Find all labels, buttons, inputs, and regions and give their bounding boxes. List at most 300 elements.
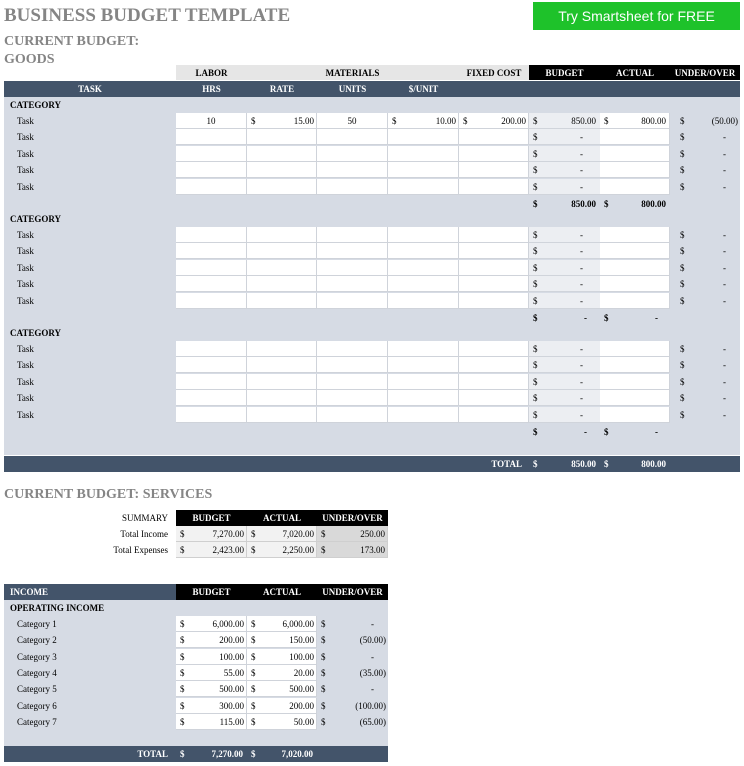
goods-total-actual: 800.00: [641, 459, 666, 469]
currency-symbol: $: [180, 716, 185, 727]
rate-input-cell[interactable]: [247, 357, 317, 373]
budget-cell: [529, 179, 600, 195]
goods-heading-line2: GOODS: [4, 52, 55, 67]
hrs-input-cell[interactable]: [176, 293, 247, 309]
budget-cell: [529, 162, 600, 178]
summary-actual-cell: [247, 542, 317, 558]
income-budget-value: 500.00: [219, 684, 244, 695]
income-budget-input-cell[interactable]: [176, 649, 247, 665]
income-budget-value: 200.00: [219, 635, 244, 646]
actual-input-cell[interactable]: [600, 179, 670, 195]
rate-input-cell[interactable]: [247, 390, 317, 406]
income-budget-value: 55.00: [223, 667, 244, 678]
budget-value: -: [580, 181, 583, 192]
under-over-value: -: [723, 344, 726, 354]
currency-symbol: $: [680, 409, 685, 420]
income-actual-header: ACTUAL: [247, 584, 317, 600]
actual-input-cell[interactable]: [600, 341, 670, 357]
budget-value: -: [580, 279, 583, 290]
task-label: Task: [17, 132, 34, 143]
currency-symbol: $: [533, 344, 538, 354]
rate-input-cell[interactable]: [247, 162, 317, 178]
fixed-input-cell[interactable]: [459, 407, 529, 423]
subtotal-actual: -: [655, 427, 658, 437]
income-under-over-value: (35.00): [359, 667, 386, 678]
currency-symbol: $: [680, 344, 685, 354]
currency-symbol: $: [321, 651, 326, 662]
budget-cell: [529, 243, 600, 259]
income-budget-value: 115.00: [219, 716, 244, 727]
fixed-value: 200.00: [501, 116, 526, 126]
budget-value: 850.00: [571, 116, 596, 126]
budget-cell: [529, 129, 600, 145]
budget-cell: [529, 276, 600, 292]
per_unit-input-cell[interactable]: [388, 113, 459, 129]
subtotal-budget: -: [584, 313, 587, 323]
currency-symbol: $: [251, 619, 256, 629]
task-label: Task: [17, 360, 34, 371]
income-budget-input-cell[interactable]: [176, 632, 247, 648]
summary-under-over-header: UNDER/OVER: [317, 510, 388, 526]
per_unit-input-cell[interactable]: [388, 179, 459, 195]
per-unit-column-header: $/UNIT: [408, 84, 439, 94]
fixed-input-cell[interactable]: [459, 113, 529, 129]
budget-cell: [529, 341, 600, 357]
income-total-budget: 7,270.00: [211, 749, 243, 759]
currency-symbol: $: [533, 313, 538, 323]
income-actual-input-cell[interactable]: [247, 681, 317, 697]
hrs-value: 10: [206, 116, 216, 126]
task-label: Task: [17, 279, 34, 290]
income-budget-input-cell[interactable]: [176, 714, 247, 730]
income-category-label: Category 2: [17, 635, 57, 646]
hrs-input-cell[interactable]: [176, 374, 247, 390]
currency-symbol: $: [321, 716, 326, 727]
hrs-input-cell[interactable]: [176, 179, 247, 195]
currency-symbol: $: [680, 376, 685, 387]
currency-symbol: $: [180, 684, 185, 695]
currency-symbol: $: [533, 360, 538, 371]
budget-value: -: [580, 376, 583, 387]
income-under-over-header: UNDER/OVER: [317, 584, 388, 600]
hrs-input-cell[interactable]: [176, 113, 247, 129]
units-input-cell[interactable]: [317, 374, 388, 390]
fixed-input-cell[interactable]: [459, 341, 529, 357]
currency-symbol: $: [180, 545, 185, 555]
summary-under_over-value: 250.00: [360, 529, 385, 539]
budget-cell: [529, 390, 600, 406]
hrs-column-header: HRS: [202, 84, 221, 94]
actual-input-cell[interactable]: [600, 113, 670, 129]
actual-value: 800.00: [641, 116, 666, 126]
under-over-value: -: [723, 262, 726, 273]
income-under-over-value: (65.00): [359, 716, 386, 727]
currency-symbol: $: [533, 409, 538, 420]
rate-input-cell[interactable]: [247, 341, 317, 357]
currency-symbol: $: [392, 116, 397, 126]
category-label: CATEGORY: [10, 328, 62, 338]
budget-header: BUDGET: [529, 65, 600, 80]
units-input-cell[interactable]: [317, 276, 388, 292]
currency-symbol: $: [251, 716, 256, 727]
actual-input-cell[interactable]: [600, 390, 670, 406]
currency-symbol: $: [321, 545, 326, 555]
rate-input-cell[interactable]: [247, 243, 317, 259]
currency-symbol: $: [533, 262, 538, 273]
budget-value: -: [580, 132, 583, 143]
goods-total-actual-currency: $: [604, 459, 609, 469]
per_unit-input-cell[interactable]: [388, 162, 459, 178]
rate-input-cell[interactable]: [247, 146, 317, 162]
income-category-label: Category 7: [17, 716, 57, 727]
currency-symbol: $: [180, 619, 185, 629]
task-label: Task: [17, 376, 34, 387]
hrs-input-cell[interactable]: [176, 260, 247, 276]
per_unit-input-cell[interactable]: [388, 390, 459, 406]
currency-symbol: $: [533, 393, 538, 404]
income-category-label: Category 5: [17, 684, 57, 695]
fixed-input-cell[interactable]: [459, 129, 529, 145]
operating-income-label: OPERATING INCOME: [10, 603, 105, 613]
currency-symbol: $: [680, 393, 685, 404]
currency-symbol: $: [533, 148, 538, 159]
rate-input-cell[interactable]: [247, 276, 317, 292]
task-label: Task: [17, 246, 34, 257]
under-over-value: -: [723, 246, 726, 257]
income-budget-value: 6,000.00: [212, 619, 244, 629]
budget-cell: [529, 407, 600, 423]
rate-input-cell[interactable]: [247, 179, 317, 195]
summary-actual-value: 7,020.00: [282, 529, 314, 539]
rate-input-cell[interactable]: [247, 260, 317, 276]
income-actual-value: 20.00: [293, 667, 314, 678]
under-over-value: -: [723, 148, 726, 159]
fixed-input-cell[interactable]: [459, 390, 529, 406]
units-input-cell[interactable]: [317, 243, 388, 259]
rate-column-header: RATE: [269, 84, 295, 94]
units-column-header: UNITS: [338, 84, 367, 94]
actual-input-cell[interactable]: [600, 243, 670, 259]
category-label: CATEGORY: [10, 214, 62, 224]
rate-input-cell[interactable]: [247, 227, 317, 243]
hrs-input-cell[interactable]: [176, 276, 247, 292]
income-under-over-value: -: [371, 619, 374, 629]
per_unit-input-cell[interactable]: [388, 146, 459, 162]
units-input-cell[interactable]: [317, 179, 388, 195]
currency-symbol: $: [680, 279, 685, 290]
summary-under_over-cell: [317, 542, 388, 558]
income-budget-value: 300.00: [219, 700, 244, 711]
income-budget-value: 100.00: [219, 651, 244, 662]
currency-symbol: $: [251, 667, 256, 678]
income-total-actual: 7,020.00: [281, 749, 313, 759]
hrs-input-cell[interactable]: [176, 227, 247, 243]
hrs-input-cell[interactable]: [176, 357, 247, 373]
rate-input-cell[interactable]: [247, 293, 317, 309]
summary-under_over-cell: [317, 526, 388, 542]
income-actual-input-cell[interactable]: [247, 665, 317, 681]
currency-symbol: $: [321, 700, 326, 711]
per_unit-input-cell[interactable]: [388, 341, 459, 357]
under-over-value: -: [723, 295, 726, 306]
fixed-input-cell[interactable]: [459, 243, 529, 259]
summary-budget-header: BUDGET: [176, 510, 247, 526]
budget-cell: [529, 357, 600, 373]
actual-input-cell[interactable]: [600, 293, 670, 309]
actual-input-cell[interactable]: [600, 129, 670, 145]
units-input-cell[interactable]: [317, 357, 388, 373]
income-category-label: Category 3: [17, 651, 57, 662]
currency-symbol: $: [533, 181, 538, 192]
currency-symbol: $: [251, 684, 256, 695]
currency-symbol: $: [180, 635, 185, 646]
under-over-value: -: [723, 165, 726, 176]
currency-symbol: $: [251, 116, 256, 126]
subtotal-budget: 850.00: [571, 199, 596, 209]
income-actual-value: 50.00: [293, 716, 314, 727]
currency-symbol: $: [604, 427, 609, 437]
currency-symbol: $: [680, 165, 685, 176]
currency-symbol: $: [533, 230, 538, 240]
income-category-label: Category 1: [17, 619, 57, 629]
task-column-header: TASK: [78, 84, 102, 94]
income-under-over-value: -: [371, 651, 374, 662]
units-input-cell[interactable]: [317, 129, 388, 145]
per_unit-input-cell[interactable]: [388, 407, 459, 423]
currency-symbol: $: [680, 148, 685, 159]
budget-cell: [529, 260, 600, 276]
goods-heading-line1: CURRENT BUDGET:: [4, 34, 140, 49]
fixed-input-cell[interactable]: [459, 357, 529, 373]
summary-row-label: Total Expenses: [113, 545, 168, 555]
actual-input-cell[interactable]: [600, 276, 670, 292]
fixed-input-cell[interactable]: [459, 260, 529, 276]
hrs-input-cell[interactable]: [176, 162, 247, 178]
per_unit-input-cell[interactable]: [388, 227, 459, 243]
services-heading: CURRENT BUDGET: SERVICES: [4, 487, 213, 502]
income-actual-value: 500.00: [289, 684, 314, 695]
rate-input-cell[interactable]: [247, 129, 317, 145]
income-category-label: Category 4: [17, 667, 57, 678]
rate-input-cell[interactable]: [247, 113, 317, 129]
budget-value: -: [580, 148, 583, 159]
try-smartsheet-button[interactable]: Try Smartsheet for FREE: [533, 2, 740, 30]
units-input-cell[interactable]: [317, 146, 388, 162]
currency-symbol: $: [604, 116, 609, 126]
budget-cell: [529, 227, 600, 243]
units-input-cell[interactable]: [317, 390, 388, 406]
actual-input-cell[interactable]: [600, 162, 670, 178]
currency-symbol: $: [321, 529, 326, 539]
currency-symbol: $: [533, 199, 538, 209]
fixed-input-cell[interactable]: [459, 162, 529, 178]
currency-symbol: $: [251, 651, 256, 662]
goods-total-label: TOTAL: [491, 459, 522, 469]
per_unit-input-cell[interactable]: [388, 260, 459, 276]
currency-symbol: $: [533, 279, 538, 290]
units-input-cell[interactable]: [317, 407, 388, 423]
per_unit-input-cell[interactable]: [388, 374, 459, 390]
task-label: Task: [17, 295, 34, 306]
currency-symbol: $: [321, 684, 326, 695]
currency-symbol: $: [533, 246, 538, 257]
actual-input-cell[interactable]: [600, 407, 670, 423]
category-label: CATEGORY: [10, 100, 62, 110]
currency-symbol: $: [680, 132, 685, 143]
actual-input-cell[interactable]: [600, 227, 670, 243]
budget-value: -: [580, 393, 583, 404]
currency-symbol: $: [680, 295, 685, 306]
currency-symbol: $: [463, 116, 468, 126]
currency-symbol: $: [533, 132, 538, 143]
task-label: Task: [17, 344, 34, 354]
summary-budget-cell: [176, 542, 247, 558]
currency-symbol: $: [680, 262, 685, 273]
budget-cell: [529, 293, 600, 309]
actual-input-cell[interactable]: [600, 357, 670, 373]
income-actual-input-cell[interactable]: [247, 632, 317, 648]
currency-symbol: $: [680, 181, 685, 192]
budget-cell: [529, 374, 600, 390]
currency-symbol: $: [251, 529, 256, 539]
income-actual-input-cell[interactable]: [247, 714, 317, 730]
fixed-input-cell[interactable]: [459, 293, 529, 309]
actual-input-cell[interactable]: [600, 146, 670, 162]
per_unit-input-cell[interactable]: [388, 276, 459, 292]
currency-symbol: $: [680, 230, 685, 240]
currency-symbol: $: [180, 651, 185, 662]
budget-value: -: [580, 409, 583, 420]
materials-header: MATERIALS: [325, 68, 380, 78]
units-input-cell[interactable]: [317, 293, 388, 309]
task-label: Task: [17, 393, 34, 404]
income-budget-input-cell[interactable]: [176, 681, 247, 697]
under-over-value: -: [723, 132, 726, 143]
currency-symbol: $: [604, 199, 609, 209]
income-actual-value: 150.00: [289, 635, 314, 646]
subtotal-budget: -: [584, 427, 587, 437]
fixed-cost-header: FIXED COST: [466, 68, 522, 78]
per_unit-input-cell[interactable]: [388, 129, 459, 145]
hrs-input-cell[interactable]: [176, 341, 247, 357]
per_unit-input-cell[interactable]: [388, 243, 459, 259]
income-actual-input-cell[interactable]: [247, 698, 317, 714]
subtotal-actual: -: [655, 313, 658, 323]
under-over-header: UNDER/OVER: [670, 65, 740, 80]
summary-under_over-value: 173.00: [360, 545, 385, 555]
income-category-label: Category 6: [17, 700, 57, 711]
task-label: Task: [17, 116, 34, 126]
currency-symbol: $: [180, 700, 185, 711]
income-budget-header: BUDGET: [176, 584, 247, 600]
summary-label: SUMMARY: [121, 513, 168, 523]
income-budget-input-cell[interactable]: [176, 698, 247, 714]
fixed-input-cell[interactable]: [459, 146, 529, 162]
currency-symbol: $: [251, 700, 256, 711]
fixed-input-cell[interactable]: [459, 374, 529, 390]
income-label: INCOME: [10, 587, 48, 597]
income-total-label: TOTAL: [137, 749, 168, 759]
hrs-input-cell[interactable]: [176, 243, 247, 259]
budget-value: -: [580, 295, 583, 306]
income-actual-value: 100.00: [289, 651, 314, 662]
income-actual-value: 200.00: [289, 700, 314, 711]
units-input-cell[interactable]: [317, 260, 388, 276]
currency-symbol: $: [533, 295, 538, 306]
income-total-budget-currency: $: [180, 749, 185, 759]
currency-symbol: $: [251, 635, 256, 646]
rate-input-cell[interactable]: [247, 374, 317, 390]
task-label: Task: [17, 262, 34, 273]
rate-value: 15.00: [293, 116, 314, 126]
budget-value: -: [580, 344, 583, 354]
actual-input-cell[interactable]: [600, 260, 670, 276]
page-title: BUSINESS BUDGET TEMPLATE: [4, 5, 291, 26]
hrs-input-cell[interactable]: [176, 407, 247, 423]
summary-actual-value: 2,250.00: [282, 545, 314, 555]
fixed-input-cell[interactable]: [459, 227, 529, 243]
rate-input-cell[interactable]: [247, 407, 317, 423]
task-label: Task: [17, 230, 34, 240]
per_unit-input-cell[interactable]: [388, 357, 459, 373]
currency-symbol: $: [180, 667, 185, 678]
actual-header: ACTUAL: [600, 65, 670, 80]
currency-symbol: $: [533, 165, 538, 176]
actual-input-cell[interactable]: [600, 374, 670, 390]
hrs-input-cell[interactable]: [176, 129, 247, 145]
task-label: Task: [17, 181, 34, 192]
income-actual-input-cell[interactable]: [247, 649, 317, 665]
task-label: Task: [17, 148, 34, 159]
budget-value: -: [580, 165, 583, 176]
currency-symbol: $: [533, 376, 538, 387]
under-over-value: -: [723, 376, 726, 387]
currency-symbol: $: [680, 360, 685, 371]
fixed-input-cell[interactable]: [459, 276, 529, 292]
units-input-cell[interactable]: [317, 227, 388, 243]
currency-symbol: $: [321, 635, 326, 646]
under-over-value: (50.00): [711, 116, 738, 126]
fixed-input-cell[interactable]: [459, 179, 529, 195]
income-actual-input-cell[interactable]: [247, 616, 317, 632]
under-over-value: -: [723, 279, 726, 290]
income-under-over-value: (100.00): [355, 700, 386, 711]
hrs-input-cell[interactable]: [176, 390, 247, 406]
per_unit-input-cell[interactable]: [388, 293, 459, 309]
units-input-cell[interactable]: [317, 113, 388, 129]
task-label: Task: [17, 409, 34, 420]
units-input-cell[interactable]: [317, 162, 388, 178]
units-input-cell[interactable]: [317, 341, 388, 357]
income-total-actual-currency: $: [251, 749, 256, 759]
currency-symbol: $: [180, 529, 185, 539]
budget-value: -: [580, 262, 583, 273]
under-over-value: -: [723, 409, 726, 420]
income-under-over-value: (50.00): [359, 635, 386, 646]
summary-actual-cell: [247, 526, 317, 542]
summary-budget-value: 2,423.00: [212, 545, 244, 555]
income-budget-input-cell[interactable]: [176, 665, 247, 681]
summary-budget-value: 7,270.00: [212, 529, 244, 539]
hrs-input-cell[interactable]: [176, 146, 247, 162]
currency-symbol: $: [251, 545, 256, 555]
under-over-value: -: [723, 360, 726, 371]
income-actual-value: 6,000.00: [282, 619, 314, 629]
under-over-value: -: [723, 393, 726, 404]
currency-symbol: $: [321, 667, 326, 678]
income-budget-input-cell[interactable]: [176, 616, 247, 632]
currency-symbol: $: [533, 427, 538, 437]
